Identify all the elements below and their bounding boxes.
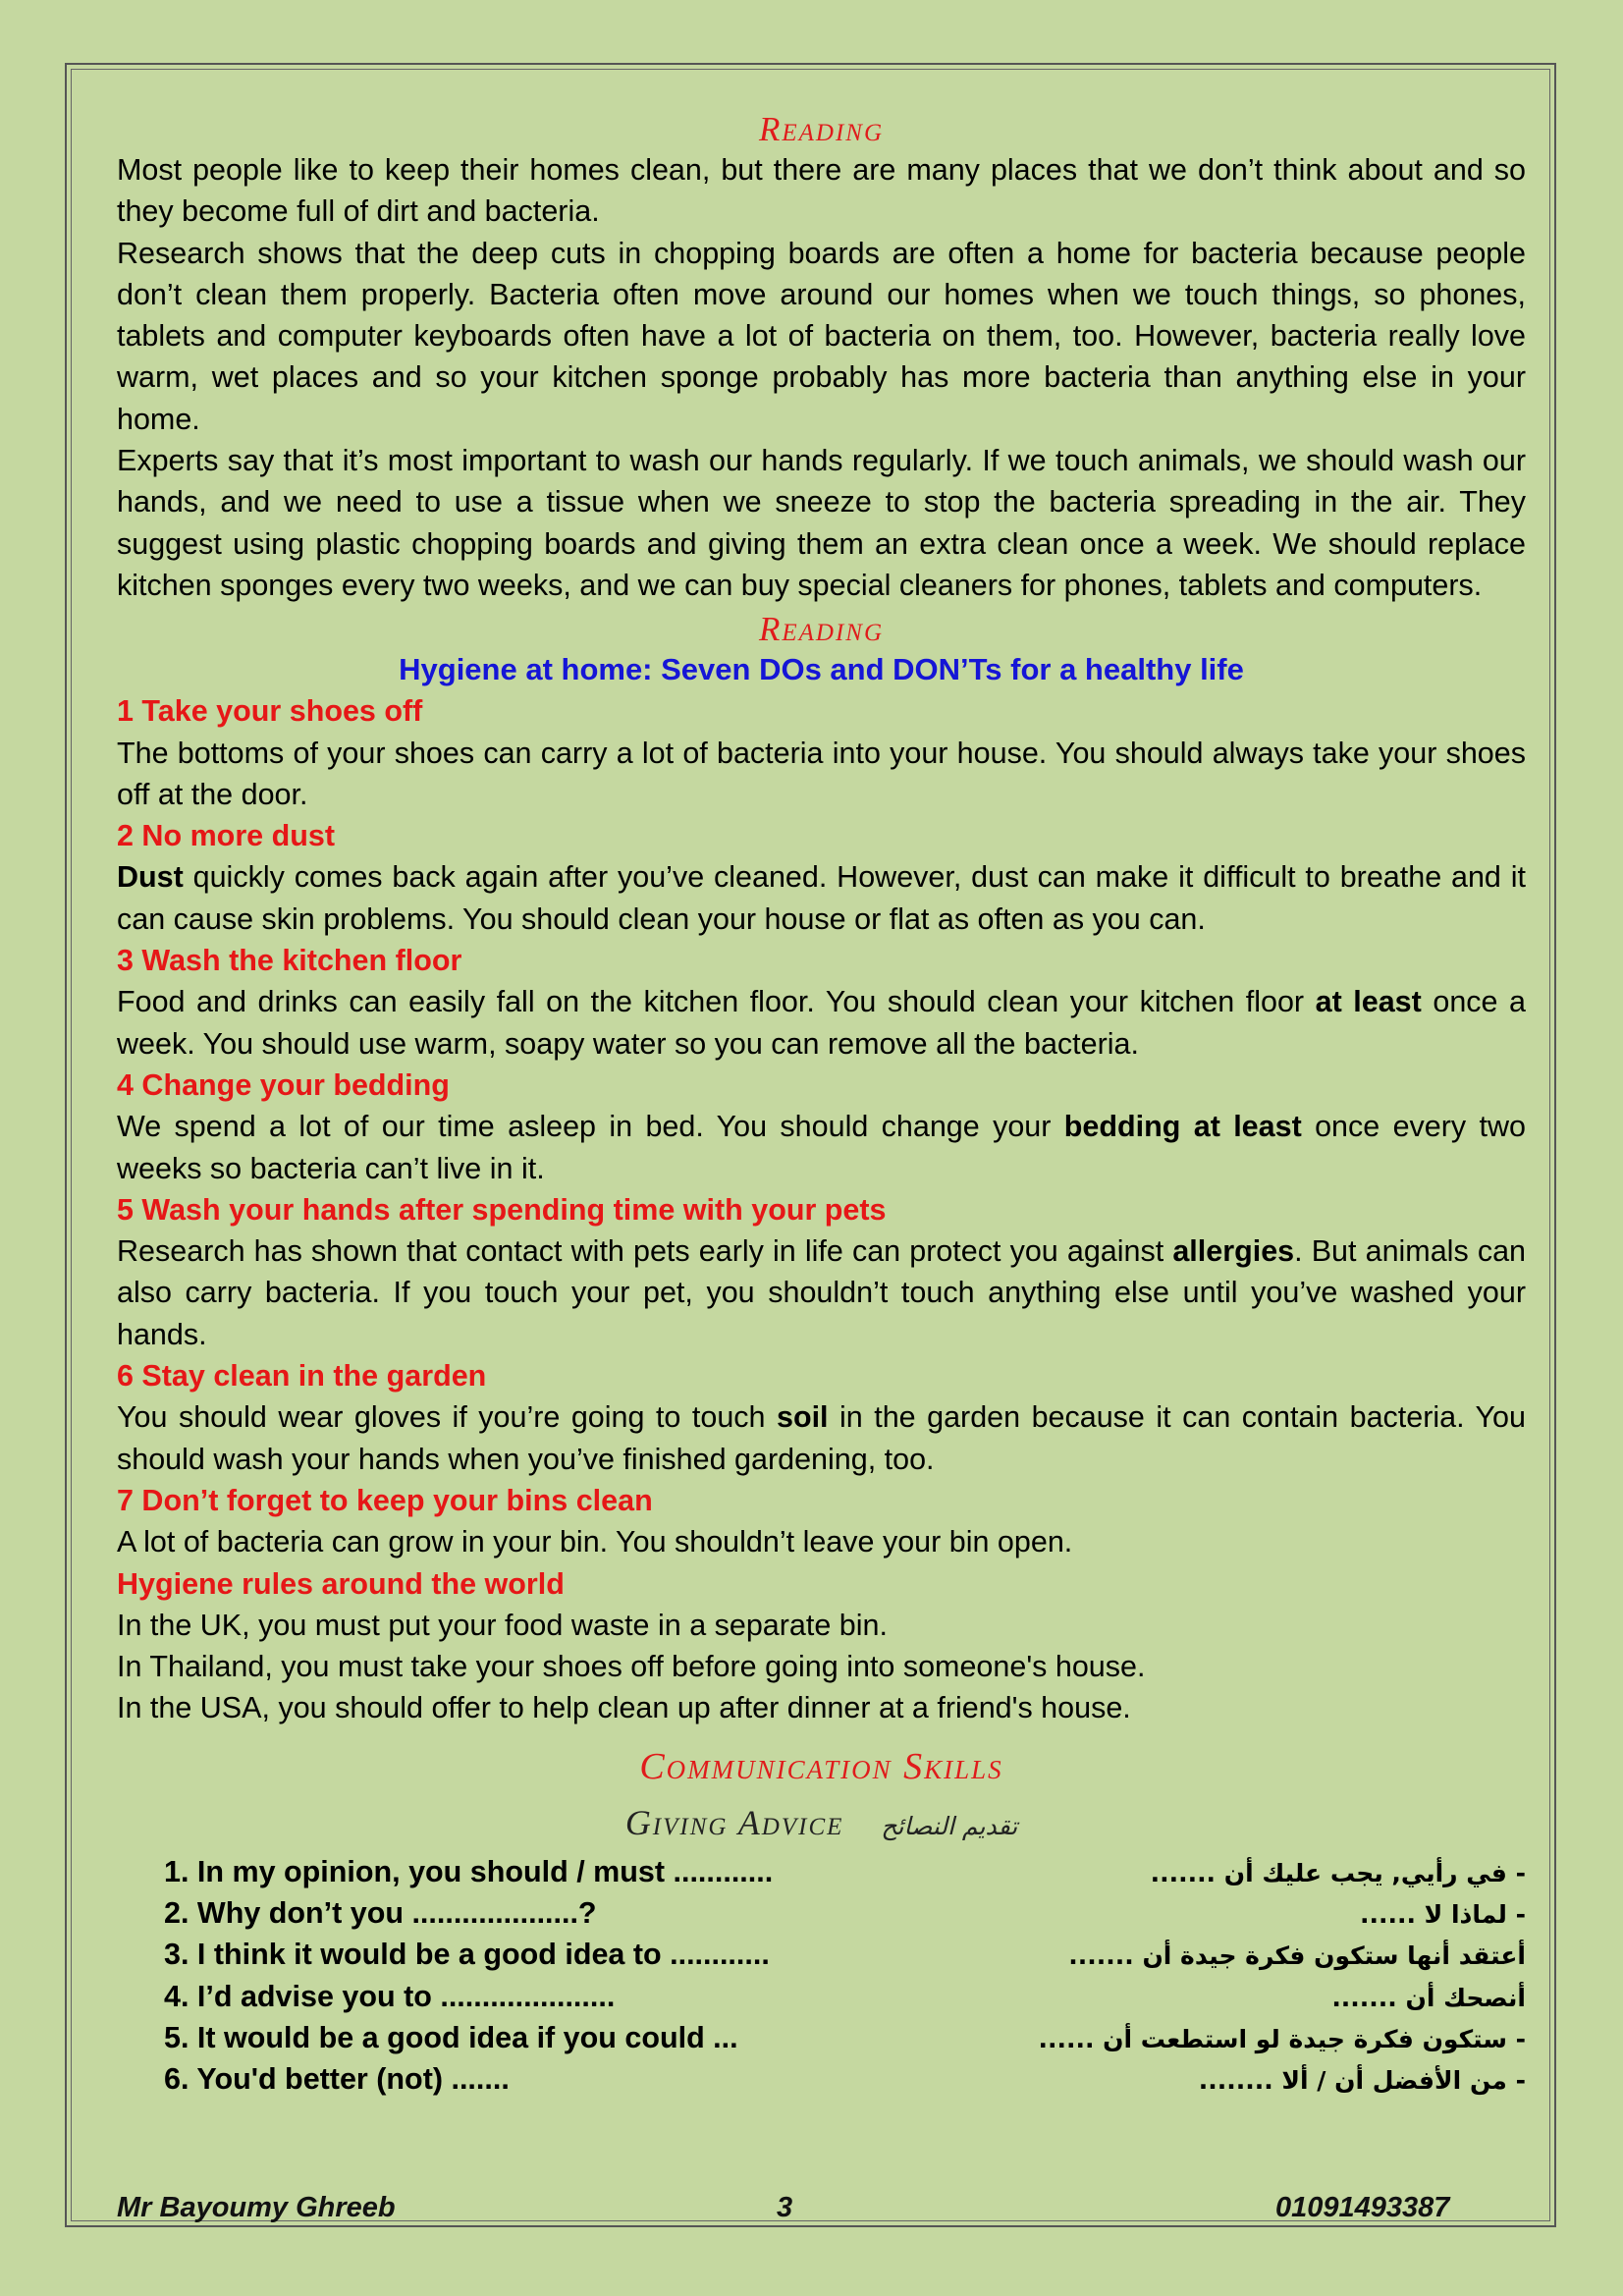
section-2-bold: Dust (117, 860, 184, 895)
advice-row-1-ar: - في رأيي, يجب عليك أن ....... (1150, 1858, 1526, 1887)
section-2-rest: quickly comes back again after you’ve cleaned. However, dust can make it difficult to breathe and it can cause skin problems. You should clean your house or flat as often as you can. (117, 860, 1526, 936)
section-6-bold: soil (776, 1400, 829, 1435)
advice-row-3-en: 3. I think it would be a good idea to ............ (164, 1938, 770, 1972)
advice-row-5-ar: - ستكون فكرة جيدة لو استطعت أن ...... (1038, 2024, 1526, 2053)
section-5-bold: allergies (1172, 1234, 1295, 1269)
section-5-heading: 5 Wash your hands after spending time with your pets (117, 1192, 887, 1227)
reading1-paragraph-2: Research shows that the deep cuts in chopping boards are often a home for bacteria because people don’t clean them properly. Bacteria often move around our homes when we touch things, so phones, tablets and computer keyboards often have a lot of bacteria on them, too. However, bacteria really love warm, wet places and so your kitchen sponge probably has more bacteria than anything else in your home. (117, 236, 1526, 436)
section-6-text-b: in the garden because it can contain bacteria. You should wash your hands when you’ve finished gardening, too. (117, 1400, 1526, 1476)
communication-skills-heading: Communication Skills (639, 1745, 1003, 1787)
section-4-text (117, 1106, 1526, 1189)
page-footer (117, 2192, 1472, 2231)
advice-row-1 (117, 1851, 1526, 1892)
reading1-paragraph-3: Experts say that it’s most important to wash our hands regularly. If we touch animals, we should wash our hands, and we need to use a tissue when we sneeze to stop the bacteria spreading in the air. They suggest using plastic chopping boards and giving them an extra clean once a week. We should replace kitchen sponges every two weeks, and we can buy special cleaners for phones, tablets and computers. (117, 444, 1526, 602)
advice-row-3-ar: أعتقد أنها ستكون فكرة جيدة أن ....... (1068, 1941, 1526, 1971)
world-rule-uk: In the UK, you must put your food waste in a separate bin. (117, 1608, 888, 1642)
section-2-text (117, 856, 1526, 940)
reading-heading-2: Reading (758, 610, 885, 649)
giving-advice-ar: تقديم النصائح (881, 1811, 1018, 1840)
advice-row-6-en: 6. You'd better (not) ....... (164, 2062, 510, 2097)
page-content (117, 110, 1526, 2100)
section-4-heading: 4 Change your bedding (117, 1067, 450, 1102)
section-6-text-a: You should wear gloves if you’re going to touch (117, 1400, 777, 1435)
advice-row-4-ar: أنصحك أن ....... (1331, 1983, 1526, 2012)
section-2-heading: 2 No more dust (117, 819, 336, 853)
section-3-bold: at least (1315, 985, 1422, 1019)
section-5-text-a: Research has shown that contact with pets early in life can protect you against (117, 1234, 1173, 1269)
advice-row-4-en: 4. I’d advise you to ..................... (164, 1979, 616, 2013)
hygiene-title: Hygiene at home: Seven DOs and DON’Ts for a healthy life (399, 652, 1244, 687)
section-1-heading: 1 Take your shoes off (117, 694, 423, 729)
advice-row-5 (117, 2017, 1526, 2058)
advice-row-2-en: 2. Why don’t you ....................? (164, 1895, 597, 1930)
section-7-text: A lot of bacteria can grow in your bin. You shouldn’t leave your bin open. (117, 1525, 1073, 1559)
world-rule-thailand: In Thailand, you must take your shoes off before going into someone's house. (117, 1650, 1146, 1684)
reading-heading-1: Reading (758, 110, 885, 148)
advice-row-2-ar: - لماذا لا ...... (1359, 1899, 1526, 1929)
footer-phone: 01091493387 (1275, 2192, 1450, 2223)
section-3-heading: 3 Wash the kitchen floor (117, 944, 462, 978)
section-6-text (117, 1396, 1526, 1480)
section-4-bold: bedding at least (1063, 1110, 1302, 1144)
advice-row-2 (117, 1892, 1526, 1934)
section-3-text-b: once a week. You should use warm, soapy water so you can remove all the bacteria. (117, 985, 1526, 1061)
advice-row-3 (117, 1934, 1526, 1975)
section-3-text (117, 981, 1526, 1065)
footer-page-number: 3 (777, 2192, 793, 2223)
section-7-heading: 7 Don’t forget to keep your bins clean (117, 1483, 653, 1517)
section-3-text-a: Food and drinks can easily fall on the kitchen floor. You should clean your kitchen floor (117, 985, 1316, 1019)
advice-row-1-en: 1. In my opinion, you should / must ............ (164, 1854, 774, 1888)
advice-row-5-en: 5. It would be a good idea if you could ... (164, 2020, 738, 2054)
footer-author: Mr Bayoumy Ghreeb (117, 2192, 396, 2223)
section-6-heading: 6 Stay clean in the garden (117, 1359, 487, 1394)
advice-row-6-ar: - من الأفضل أن / ألا ........ (1198, 2066, 1526, 2096)
world-rules-heading: Hygiene rules around the world (117, 1566, 565, 1601)
world-rule-usa: In the USA, you should offer to help clean up after dinner at a friend's house. (117, 1691, 1131, 1725)
section-4-text-a: We spend a lot of our time asleep in bed. You should change your (117, 1110, 1064, 1144)
giving-advice-en: Giving Advice (624, 1802, 844, 1842)
section-4-text-b: once every two weeks so bacteria can’t live in it. (117, 1110, 1526, 1185)
section-1-text: The bottoms of your shoes can carry a lot of bacteria into your house. You should always take your shoes off at the door. (117, 736, 1526, 811)
section-5-text-b: . But animals can also carry bacteria. If you touch your pet, you shouldn’t touch anything else until you’ve washed your hands. (117, 1234, 1526, 1351)
giving-advice-title (117, 1794, 1526, 1855)
section-5-text (117, 1230, 1526, 1355)
advice-row-6 (117, 2058, 1526, 2100)
advice-row-4 (117, 1976, 1526, 2017)
reading1-paragraph-1: Most people like to keep their homes clean, but there are many places that we don’t think about and so they become full of dirt and bacteria. (117, 153, 1526, 229)
